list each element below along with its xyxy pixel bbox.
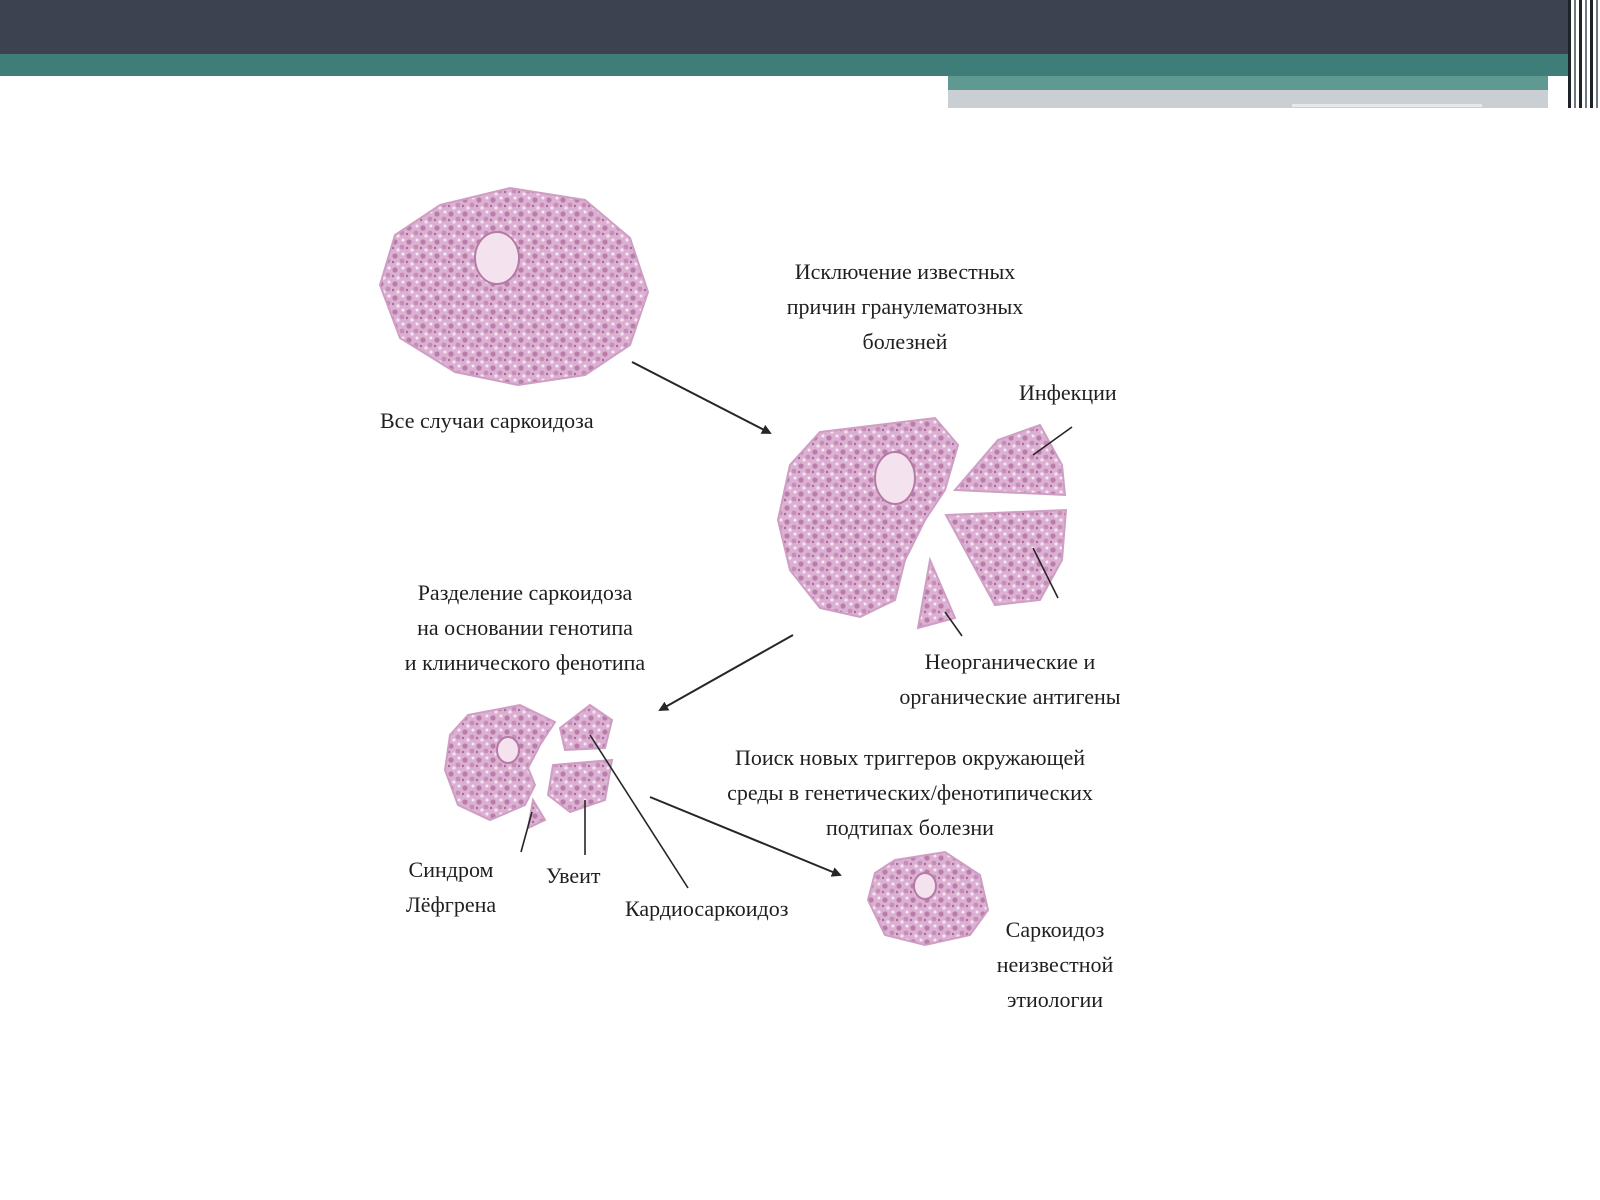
label-unknown-line2: неизвестной [996, 952, 1114, 977]
label-unknown-line1: Саркоидоз [1005, 917, 1105, 942]
label-exclusion-line3: болезней [862, 329, 948, 354]
leader-lofgren [521, 812, 532, 852]
tissue-blob-exclusion [778, 418, 1066, 628]
label-search-line2: среды в генетических/фенотипических [727, 780, 1093, 805]
label-lofgren-line1: Синдром [408, 857, 494, 882]
label-lofgren-line2: Лёфгрена [405, 892, 497, 917]
segment-cardio [560, 705, 612, 750]
label-cardio: Кардиосаркоидоз [625, 896, 789, 921]
label-search-line3: подтипах болезни [826, 815, 994, 840]
tissue-blob-subtypes [445, 705, 612, 828]
label-exclusion-line1: Исключение известных [794, 259, 1016, 284]
label-division-line1: Разделение саркоидоза [417, 580, 633, 605]
label-all-cases: Все случаи саркоидоза [380, 408, 594, 433]
segment-lofgren [528, 800, 545, 828]
label-search-line1: Поиск новых триггеров окружающей [734, 745, 1086, 770]
label-antigens-line2: органические антигены [899, 684, 1121, 709]
tissue-blob-all-cases [380, 188, 648, 385]
label-division-line2: на основании генотипа [417, 615, 633, 640]
label-exclusion-line2: причин гранулематозных [786, 294, 1024, 319]
label-uveitis: Увеит [546, 863, 601, 888]
segment-infections [955, 425, 1065, 495]
label-antigens-line1: Неорганические и [924, 649, 1096, 674]
segment-uveitis [548, 760, 612, 812]
label-unknown-line3: этиологии [1006, 987, 1104, 1012]
label-division-line3: и клинического фенотипа [404, 650, 646, 675]
arrow-to-exclusion [632, 362, 770, 433]
segment-antigens [946, 510, 1066, 605]
label-infections: Инфекции [1019, 380, 1117, 405]
